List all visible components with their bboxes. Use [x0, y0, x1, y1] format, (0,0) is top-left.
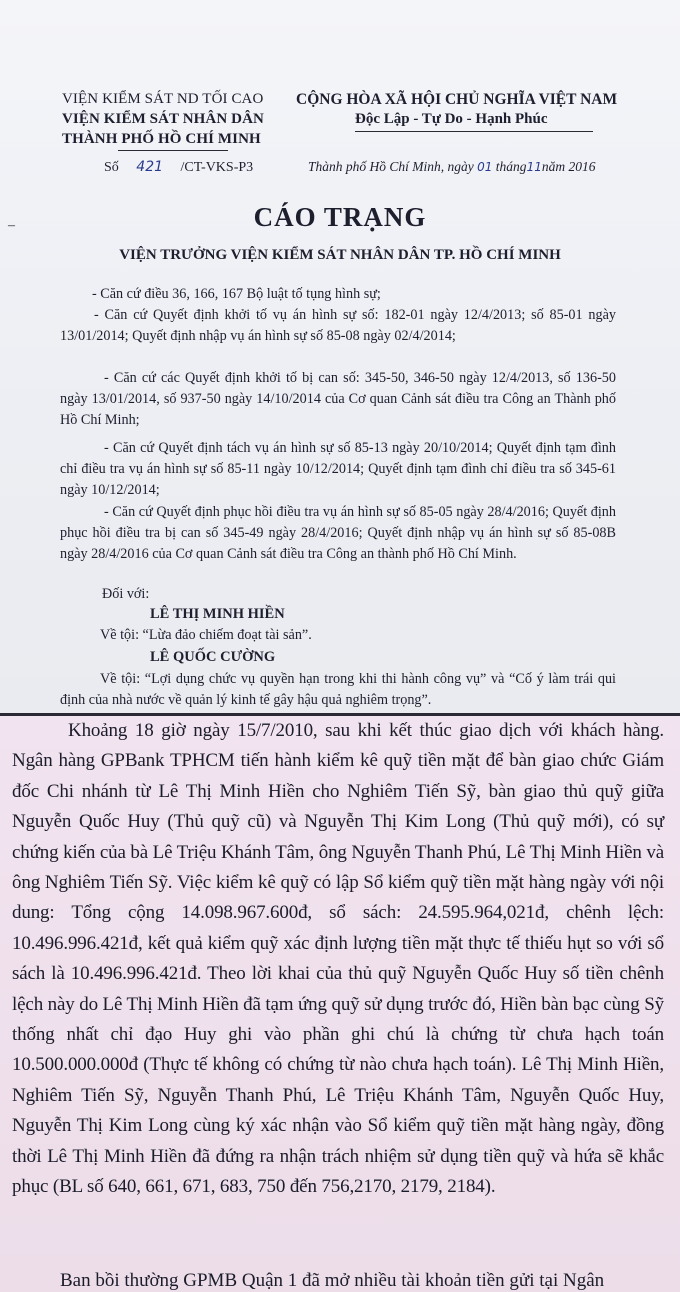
- agency-underline: [118, 150, 228, 151]
- defendant-1-charge: Về tội: “Lừa đảo chiếm đoạt tài sản”.: [100, 627, 312, 643]
- place-and-date: [308, 159, 595, 175]
- defendant-1-name: LÊ THỊ MINH HIỀN: [150, 606, 285, 622]
- doc-no-prefix: Số: [104, 160, 119, 175]
- defendant-2-name: LÊ QUỐC CƯỜNG: [150, 649, 276, 665]
- doc-no-handwritten: 421: [136, 159, 164, 175]
- against-label: Đối với:: [102, 586, 150, 602]
- agency-line-1: VIỆN KIỂM SÁT ND TỐI CAO: [62, 91, 264, 107]
- body-paragraph-2: Ban bồi thường GPMB Quận 1 đã mở nhiều tài khoản tiền gửi tại Ngân: [60, 1270, 605, 1291]
- basis-item-1: - Căn cứ điều 36, 166, 167 Bộ luật tố tụng hình sự;: [92, 286, 381, 302]
- motto-underline: [355, 131, 593, 132]
- day-handwritten: 01: [477, 160, 493, 174]
- basis-item-2: - Căn cứ Quyết định khởi tố vụ án hình sự số: 182-01 ngày 12/4/2013; số 85-01 ngày 13/01/2014; Quyết định nhập vụ án hình sự số 85-08 ngày 02/4/2014;: [60, 307, 616, 344]
- month-label: tháng: [495, 159, 527, 174]
- document-number: [104, 159, 253, 176]
- margin-mark: –: [8, 218, 15, 233]
- place-date-prefix: Thành phố Hồ Chí Minh, ngày: [308, 159, 474, 174]
- defendant-2-charge: Về tội: “Lợi dụng chức vụ quyền hạn trong khi thi hành công vụ” và “Cố ý làm trái qui định của nhà nước về quản lý kinh tế gây hậu quả nghiêm trọng”.: [60, 671, 616, 708]
- nation-title: CỘNG HÒA XÃ HỘI CHỦ NGHĨA VIỆT NAM: [296, 91, 618, 108]
- agency-line-2: VIỆN KIỂM SÁT NHÂN DÂN: [62, 111, 264, 127]
- doc-no-suffix: /CT-VKS-P3: [180, 160, 254, 175]
- body-paragraph-1: Khoảng 18 giờ ngày 15/7/2010, sau khi kết thúc giao dịch với khách hàng. Ngân hàng GPBank TPHCM tiến hành kiểm kê quỹ tiền mặt để bàn giao chức Giám đốc Chi nhánh từ Lê Thị Minh Hiền cho Nghiêm Tiến Sỹ, bàn giao thủ quỹ giữa Nguyễn Quốc Huy (Thủ quỹ cũ) và Nguyễn Thị Kim Long (Thủ quỹ mới), có sự chứng kiến của bà Lê Triệu Khánh Tâm, ông Nguyễn Thanh Phú, Lê Thị Minh Hiền và ông Nghiêm Tiến Sỹ. Việc kiểm kê quỹ có lập Sổ kiểm quỹ tiền mặt hàng ngày với nội dung: Tổng cộng 14.098.967.600đ, sổ sách: 24.595.964,021đ, chênh lệch: 10.496.996.421đ, kết quả kiểm quỹ xác định lượng tiền mặt thực tế thiếu hụt so với sổ sách là 10.496.996.421đ. Theo lời khai của thủ quỹ Nguyễn Quốc Huy số tiền chênh lệch này do Lê Thị Minh Hiền đã tạm ứng quỹ sử dụng trước đó, Hiền bàn bạc cùng Sỹ thống nhất chỉ đạo Huy ghi vào phần ghi chú là chứng từ chưa hạch toán 10.500.000.000đ (Thực tế không có chứng từ nào chưa hạch toán). Lê Thị Minh Hiền, Nghiêm Tiến Sỹ, Nguyễn Thanh Phú, Lê Triệu Khánh Tâm, Nguyễn Quốc Huy, Nguyễn Thị Kim Long cùng ký xác nhận vào Sổ kiểm quỹ tiền mặt hàng ngày, đồng thời Lê Thị Minh Hiền đã đứng ra nhận trách nhiệm sử dụng tiền quỹ và hứa sẽ khắc phục (BL số 640, 661, 671, 683, 750 đến 756,2170, 2179, 2184).: [12, 720, 664, 1198]
- agency-line-3: THÀNH PHỐ HỒ CHÍ MINH: [62, 131, 261, 147]
- year-label: năm 2016: [541, 159, 596, 174]
- basis-item-3: - Căn cứ các Quyết định khởi tố bị can số: 345-50, 346-50 ngày 12/4/2013, số 136-50 ngày 13/01/2014, số 937-50 ngày 14/10/2014 của Cơ quan Cảnh sát điều tra Công an Thành phố Hồ Chí Minh;: [60, 370, 616, 428]
- document-title: CÁO TRẠNG: [253, 202, 427, 232]
- document-subtitle: VIỆN TRƯỞNG VIỆN KIỂM SÁT NHÂN DÂN TP. HỒ CHÍ MINH: [119, 247, 561, 263]
- basis-item-5: - Căn cứ Quyết định phục hồi điều tra vụ án hình sự số 85-05 ngày 28/4/2016; Quyết định phục hồi điều tra bị can số 345-49 ngày 28/4/2016; Quyết định nhập vụ án hình sự số 85-08B ngày 28/4/2016 của Cơ quan Cảnh sát điều tra Công an thành phố Hồ Chí Minh.: [60, 504, 616, 562]
- national-motto: Độc Lập - Tự Do - Hạnh Phúc: [355, 111, 548, 127]
- month-handwritten: 11: [526, 160, 542, 174]
- basis-item-4: - Căn cứ Quyết định tách vụ án hình sự số 85-13 ngày 20/10/2014; Quyết định tạm đình chỉ điều tra vụ án hình sự số 85-11 ngày 10/12/2014; Quyết định tạm đình chỉ điều tra số 345-61 ngày 10/12/2014;: [60, 440, 616, 498]
